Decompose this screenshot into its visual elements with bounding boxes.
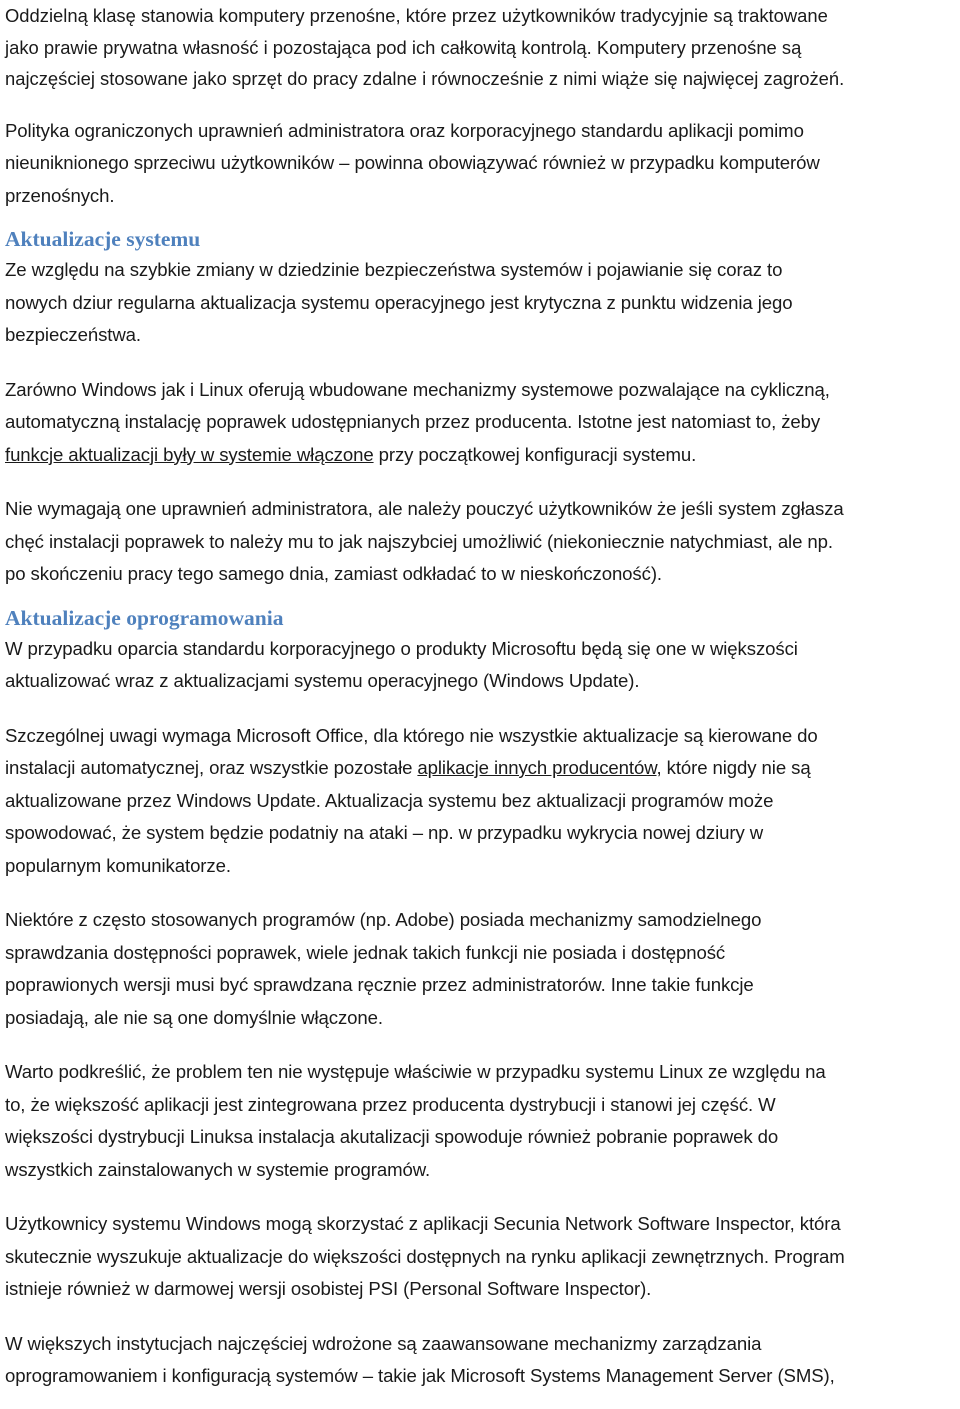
text-line: sprawdzania dostępności poprawek, wiele jednak takich funkcji nie posiada i dostępność [5, 941, 726, 963]
text-line: po skończeniu pracy tego samego dnia, zamiast odkładać to w nieskończoność). [5, 563, 662, 584]
paragraph-office [5, 720, 957, 883]
text-line: nowych dziur regularna aktualizacja systemu operacyjnego jest krytyczna z punktu widzenia jego [5, 291, 793, 313]
text-line: nieuniknionego sprzeciwu użytkowników – powinna obowiązywać również w przypadku komputerów [5, 152, 820, 173]
text-line: W większych instytucjach najczęściej wdrożone są zaawansowane mechanizmy zarządzania [5, 1332, 762, 1354]
text-line: Warto podkreślić, że problem ten nie występuje właściwie w przypadku systemu Linux ze względu na [5, 1061, 826, 1082]
paragraph-admin-rights [5, 493, 957, 591]
text-line: W przypadku oparcia standardu korporacyjnego o produkty Microsoftu będą się one w większości [5, 637, 798, 659]
text-line: posiadają, ale nie są one domyślnie włączone. [5, 1006, 383, 1028]
text-line: istnieje również w darmowej wersji osobistej PSI (Personal Software Inspector). [5, 1278, 652, 1299]
paragraph-windows-linux [5, 374, 957, 472]
text-line: spowodować, że system będzie podatniy na ataki – np. w przypadku wykrycia nowej dziury w [5, 822, 764, 843]
text-line [5, 439, 957, 472]
paragraph-linux [5, 1056, 957, 1186]
text-line: oprogramowaniem i konfiguracją systemów – takie jak Microsoft Systems Management Server (SMS), [5, 1365, 835, 1386]
text-line: Szczególnej uwagi wymaga Microsoft Office, dla którego nie wszystkie aktualizacje są kierowane do [5, 724, 818, 746]
text-line: jako prawie prywatna własność i pozostająca pod ich całkowitą kontrolą. Komputery przenośne są [5, 36, 802, 58]
document-page [5, 0, 957, 1393]
text-line: skutecznie wyszukuje aktualizacje do większości dostępnych na rynku aplikacji zewnętrznych. Program [5, 1245, 845, 1267]
text-line: popularnym komunikatorze. [5, 854, 231, 876]
text-line: Oddzielną klasę stanowia komputery przenośne, które przez użytkowników tradycyjnie są traktowane [5, 5, 828, 26]
text-line: automatyczną instalację poprawek udostępnianych przez producenta. Istotne jest natomiast to, żeby [5, 411, 821, 432]
text-line: aktualizować wraz z aktualizacjami systemu operacyjnego (Windows Update). [5, 670, 640, 691]
text-run: , które nigdy nie są [656, 757, 811, 778]
text-line: Zarówno Windows jak i Linux oferują wbudowane mechanizmy systemowe pozwalające na cykliczną, [5, 378, 830, 400]
text-line: Użytkownicy systemu Windows mogą skorzystać z aplikacji Secunia Network Software Inspector, która [5, 1213, 841, 1234]
text-run: instalacji automatycznej, oraz wszystkie pozostałe [5, 757, 418, 778]
link-other-vendor-apps[interactable]: aplikacje innych producentów [417, 757, 657, 778]
text-line: Polityka ograniczonych uprawnień administratora oraz korporacyjnego standardu aplikacji pomimo [5, 119, 804, 141]
paragraph-system-updates [5, 254, 957, 352]
paragraph-adobe [5, 904, 957, 1034]
paragraph-secunia [5, 1208, 957, 1306]
text-run: przy początkowej konfiguracji systemu. [373, 443, 697, 465]
text-line: chęć instalacji poprawek to należy mu to jak najszybciej umożliwić (niekoniecznie natychmiast, ale np. [5, 530, 833, 552]
text-line: bezpieczeństwa. [5, 324, 141, 345]
text-line: poprawionych wersji musi być sprawdzana ręcznie przez administratorów. Inne takie funkcje [5, 974, 754, 995]
paragraph-laptops-intro [5, 0, 957, 95]
text-line: Nie wymagają one uprawnień administratora, ale należy pouczyć użytkowników że jeśli system zgłasza [5, 498, 844, 519]
text-line: przenośnych. [5, 184, 115, 206]
paragraph-admin-policy [5, 115, 957, 213]
text-line: wszystkich zainstalowanych w systemie programów. [5, 1158, 431, 1180]
text-line: aktualizowane przez Windows Update. Aktualizacja systemu bez aktualizacji programów może [5, 789, 774, 811]
text-line: większości dystrybucji Linuksa instalacja akutalizacji spowoduje również pobranie poprawek do [5, 1126, 779, 1147]
heading-system-updates: Aktualizacje systemu [5, 227, 201, 251]
paragraph-large-institutions [5, 1328, 957, 1393]
text-line: Ze względu na szybkie zmiany w dziedzinie bezpieczeństwa systemów i pojawianie się coraz to [5, 259, 783, 280]
text-line [5, 752, 957, 785]
heading-software-updates: Aktualizacje oprogramowania [5, 605, 284, 630]
text-line: Niektóre z często stosowanych programów (np. Adobe) posiada mechanizmy samodzielnego [5, 909, 762, 930]
link-update-functions[interactable]: funkcje aktualizacji były w systemie włączone [5, 443, 374, 465]
paragraph-microsoft-updates [5, 633, 957, 698]
text-line: najczęściej stosowane jako sprzęt do pracy zdalne i równocześnie z nimi wiąże się najwięcej zagrożeń. [5, 68, 845, 89]
text-line: to, że większość aplikacji jest zintegrowana przez producenta dystrybucji i stanowi jej część. W [5, 1093, 776, 1115]
